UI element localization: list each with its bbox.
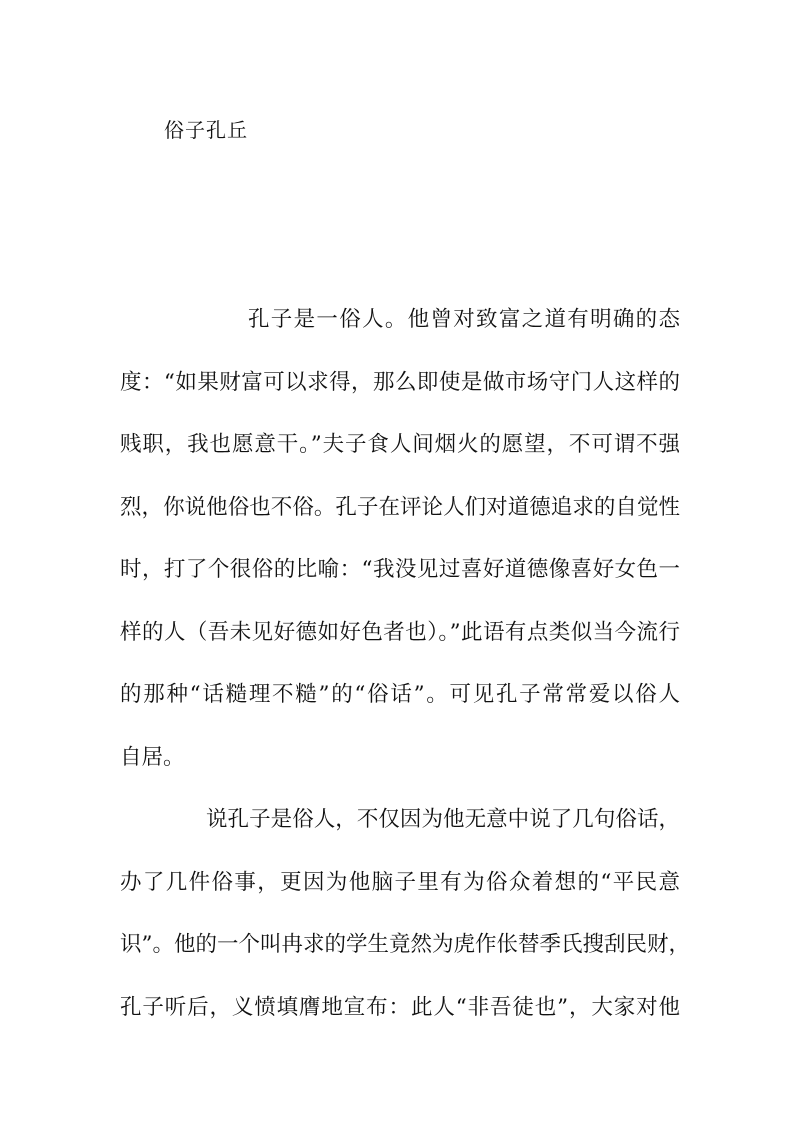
paragraph-line: 办了几件俗事，更因为他脑子里有为俗众着想的“平民意: [120, 869, 680, 895]
paragraph-line: 样的人（吾未见好德如好色者也）。”此语有点类似当今流行: [120, 619, 680, 645]
paragraph-2: [120, 789, 690, 1039]
paragraph-line: 的那种“话糙理不糙”的“俗话”。可见孔子常常爱以俗人: [120, 682, 680, 707]
document-title: 俗子孔丘: [164, 118, 248, 142]
paragraph-line: 时，打了个很俗的比喻：“我没见过喜好道德像喜好女色一: [120, 557, 680, 582]
paragraph-line: 识”。他的一个叫冉求的学生竟然为虎作伥替季氏搜刮民财，: [120, 932, 690, 957]
paragraph-line: 孔子是一俗人。他曾对致富之道有明确的态: [248, 307, 680, 332]
paragraph-1: [120, 289, 680, 789]
paragraph-line: 说孔子是俗人，不仅因为他无意中说了几句俗话，: [206, 807, 680, 832]
paragraph-line: 烈，你说他俗也不俗。孔子在评论人们对道德追求的自觉性: [120, 494, 680, 520]
paragraph-line: 自居。: [120, 744, 185, 770]
paragraph-line: 孔子听后，义愤填膺地宣布：此人“非吾徒也”，大家对他: [120, 994, 680, 1020]
paragraph-line: 贱职，我也愿意干。”夫子食人间烟火的愿望，不可谓不强: [120, 432, 680, 457]
paragraph-line: 度：“如果财富可以求得，那么即使是做市场守门人这样的: [120, 369, 680, 395]
